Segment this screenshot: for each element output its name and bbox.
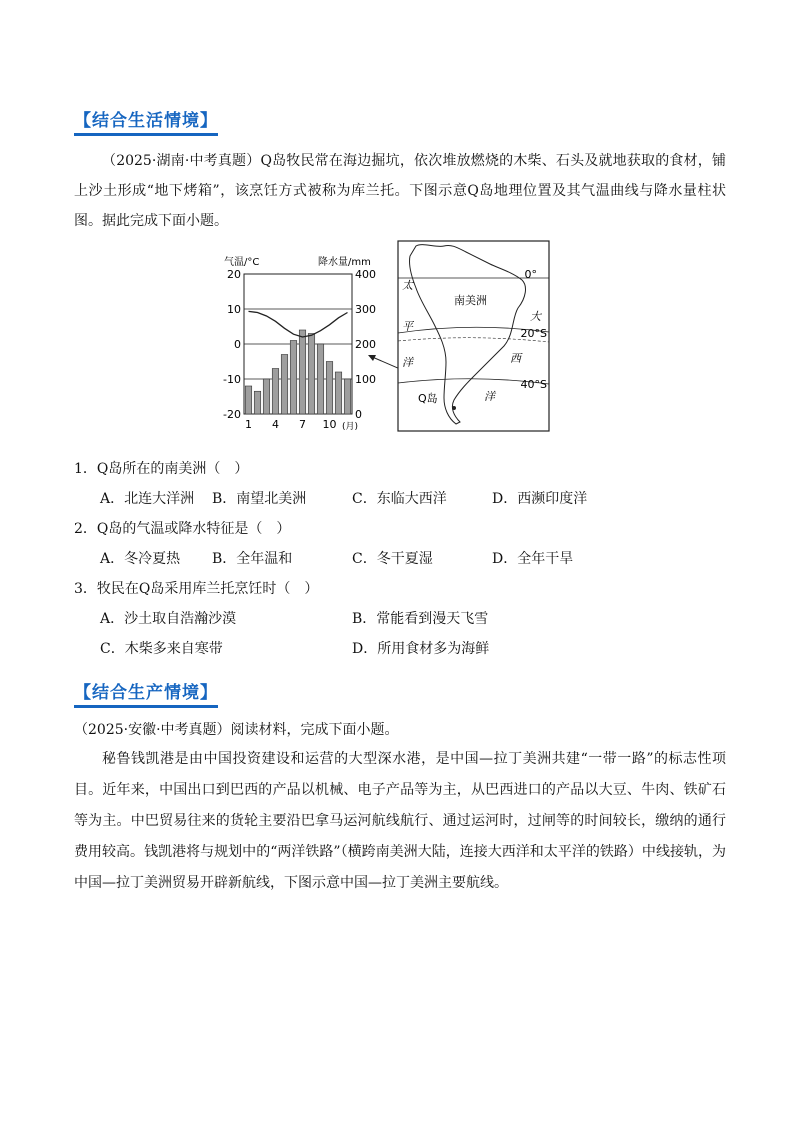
figure-svg [222, 238, 552, 438]
intro-text-1: Q岛牧民常在海边掘坑，依次堆放燃烧的木柴、石头及就地获取的食材，铺上沙土形成“地下烤箱”，该烹饪方式被称为库兰托。下图示意Q岛地理位置及其气温曲线与降水量柱状图。据此完成下面小题。 [74, 153, 726, 229]
intro-paragraph-1 [74, 146, 726, 236]
precip-bar-7 [299, 330, 305, 414]
ocean-ping: 平 [402, 320, 413, 333]
lat20-label: 20°S [520, 327, 547, 340]
climate-chart [223, 255, 376, 432]
continent-label: 南美洲 [454, 294, 487, 307]
ocean-tai: 太 [402, 279, 413, 292]
lat0-label: 0° [524, 268, 537, 281]
q1-option-d[interactable]: D．西濒印度洋 [492, 491, 588, 507]
q3-option-c[interactable]: C．木柴多来自寒带 [100, 641, 223, 657]
x-ticks [245, 418, 337, 431]
right-tick-label: 400 [355, 268, 376, 281]
temperature-curve [249, 311, 348, 337]
precip-bar-4 [272, 369, 278, 415]
precipitation-bars [245, 330, 350, 414]
x-tick-label: 7 [299, 418, 306, 431]
precip-bar-11 [335, 372, 341, 414]
right-axis-label: 降水量/mm [318, 257, 371, 268]
x-tick-label: 4 [272, 418, 279, 431]
section-title-production: 【结合生产情境】 [74, 678, 218, 708]
precip-bar-9 [317, 344, 323, 414]
q1-option-b[interactable]: B．南望北美洲 [212, 491, 307, 507]
q2-option-b[interactable]: B．全年温和 [212, 551, 293, 567]
q3-option-d[interactable]: D．所用食材多为海鲜 [352, 641, 490, 657]
right-tick-label: 300 [355, 303, 376, 316]
x-axis-unit: (月) [342, 422, 359, 432]
question-1-stem: 1．Q岛所在的南美洲（ ） [74, 461, 249, 477]
q2-option-c[interactable]: C．冬干夏湿 [352, 551, 433, 567]
right-tick-label: 0 [355, 408, 362, 421]
q1-option-a[interactable]: A．北连大洋洲 [100, 491, 195, 507]
left-tick-label: 20 [227, 268, 241, 281]
question-3-stem: 3．牧民在Q岛采用库兰托烹饪时（ ） [74, 581, 319, 597]
q3-option-b[interactable]: B．常能看到漫天飞雪 [352, 611, 489, 627]
ocean-xi: 西 [510, 352, 521, 365]
left-ticks [223, 268, 241, 421]
lat40-label: 40°S [520, 378, 547, 391]
q-island-marker [452, 406, 456, 410]
ocean-yang-1: 洋 [402, 356, 413, 369]
body-text-2: 秘鲁钱凯港是由中国投资建设和运营的大型深水港，是中国—拉丁美洲共建“一带一路”的标志性项目。近年来，中国出口到巴西的产品以机械、电子产品等为主，从巴西进口的产品以大豆、牛肉、铁矿石等为主。中巴贸易往来的货轮主要沿巴拿马运河航线航行、通过运河时，过闸等的时间较长，缴纳的通行费用较高。钱凯港将与规划中的“两洋铁路”（横跨南美洲大陆，连接大西洋和太平洋的铁路）中线接轨，为中国—拉丁美洲贸易开辟新航线，下图示意中国—拉丁美洲主要航线。 [74, 751, 726, 891]
q2-option-d[interactable]: D．全年干旱 [492, 551, 574, 567]
precip-bar-2 [254, 391, 260, 414]
precip-bar-8 [308, 334, 314, 415]
section-title-life: 【结合生活情境】 [74, 106, 218, 136]
question-2-stem: 2．Q岛的气温或降水特征是（ ） [74, 521, 291, 537]
x-tick-label: 10 [322, 418, 337, 431]
right-tick-label: 200 [355, 338, 376, 351]
ocean-yang-2: 洋 [484, 390, 495, 403]
x-tick-label: 1 [245, 418, 252, 431]
left-tick-label: 0 [234, 338, 241, 351]
body-paragraph-2 [74, 744, 726, 899]
right-tick-label: 100 [355, 373, 376, 386]
left-axis-label: 气温/°C [224, 257, 260, 268]
left-tick-label: -20 [223, 408, 241, 421]
precip-bar-6 [290, 341, 296, 415]
source-1: （2025·湖南·中考真题） [102, 153, 261, 169]
ocean-da: 大 [530, 310, 541, 323]
precip-bar-10 [326, 362, 332, 415]
south-america-map [398, 241, 549, 431]
precip-bar-1 [245, 386, 251, 414]
q1-option-c[interactable]: C．东临大西洋 [352, 491, 447, 507]
source-2: （2025·安徽·中考真题）阅读材料，完成下面小题。 [74, 722, 399, 738]
precip-bar-3 [263, 379, 269, 414]
right-ticks [355, 268, 376, 421]
left-tick-label: 10 [227, 303, 241, 316]
island-label: Q岛 [418, 392, 438, 405]
precip-bar-12 [344, 379, 350, 414]
left-tick-label: -10 [223, 373, 241, 386]
figure-climate-map [222, 238, 552, 438]
q2-option-a[interactable]: A．冬冷夏热 [100, 551, 181, 567]
precip-bar-5 [281, 355, 287, 415]
q3-option-a[interactable]: A．沙土取自浩瀚沙漠 [100, 611, 237, 627]
